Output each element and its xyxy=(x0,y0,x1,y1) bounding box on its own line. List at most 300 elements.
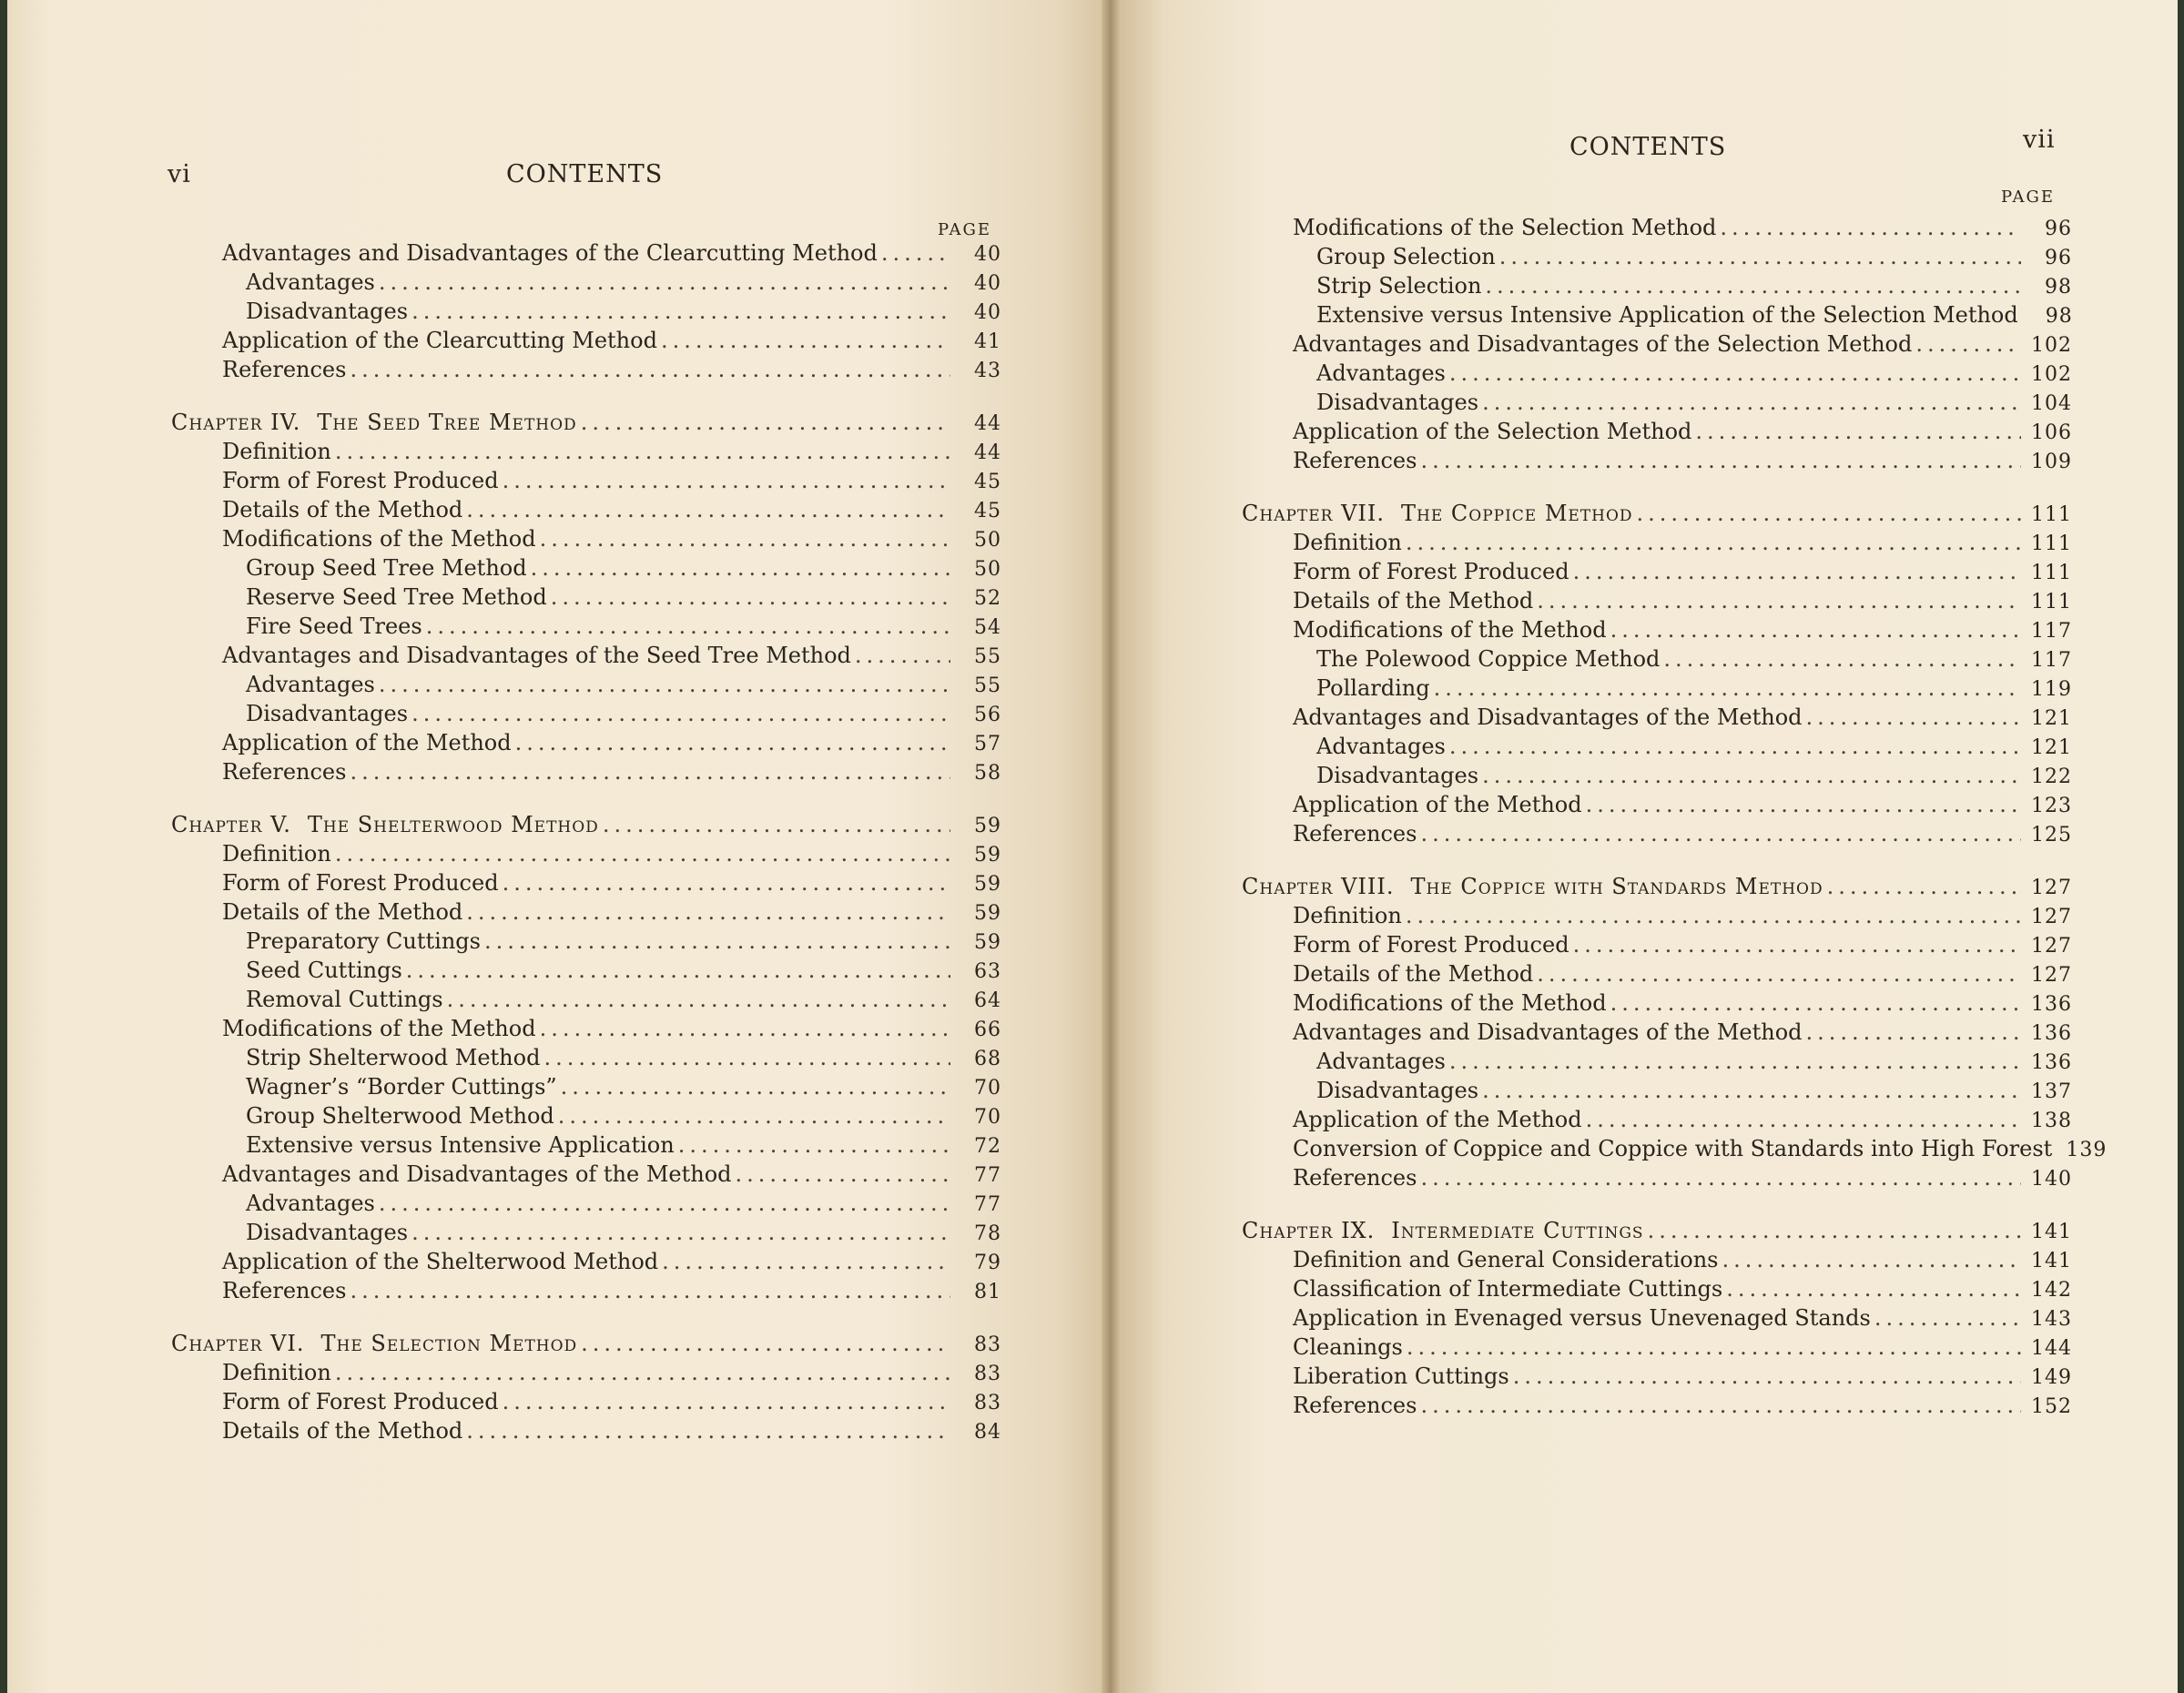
dot-leader xyxy=(558,1103,950,1129)
page-reference: 59 xyxy=(974,931,1001,954)
entry-title: Wagner’s “Border Cuttings” xyxy=(246,1074,557,1100)
entry-title: Form of Forest Produced xyxy=(222,468,499,493)
dot-leader xyxy=(855,643,950,668)
toc-entry xyxy=(171,439,1001,468)
toc-entry xyxy=(1242,419,2072,448)
entry-title: Modifications of the Method xyxy=(222,526,536,552)
entry-title: Reserve Seed Tree Method xyxy=(246,584,547,610)
toc-chapter-entry xyxy=(171,1331,1001,1360)
toc-entry xyxy=(1242,302,2072,331)
page-reference: 149 xyxy=(2031,1366,2072,1389)
dot-leader xyxy=(540,526,950,552)
toc-entry xyxy=(1242,559,2072,588)
page-reference: 40 xyxy=(974,272,1001,295)
page-reference: 84 xyxy=(974,1421,1001,1444)
toc-entry xyxy=(1242,215,2072,244)
entry-title: Definition xyxy=(222,841,331,867)
entry-title: Details of the Method xyxy=(222,1418,463,1444)
toc-entry xyxy=(1242,617,2072,646)
entry-title: References xyxy=(1293,448,1417,473)
entry-title: Advantages xyxy=(1316,1049,1446,1074)
dot-leader xyxy=(503,468,950,493)
toc-entry xyxy=(171,357,1001,386)
entry-title: Modifications of the Method xyxy=(222,1016,536,1041)
entry-title: Strip Selection xyxy=(1316,273,1482,299)
page-reference: 138 xyxy=(2031,1110,2072,1132)
entry-title: Cleanings xyxy=(1293,1334,1403,1360)
page-reference: 102 xyxy=(2031,363,2072,386)
toc-entry xyxy=(1242,990,2072,1019)
dot-leader xyxy=(1513,1364,2021,1389)
page-reference: 98 xyxy=(2045,305,2073,328)
dot-leader xyxy=(1695,419,2021,444)
chapter-heading xyxy=(171,410,577,435)
dot-leader xyxy=(1806,705,2021,730)
page-reference: 68 xyxy=(974,1048,1001,1070)
dot-leader xyxy=(1610,617,2021,643)
entry-title: Definition xyxy=(222,439,331,464)
dot-leader xyxy=(1485,273,2021,299)
dot-leader xyxy=(1449,360,2021,386)
entry-title: Application of the Method xyxy=(1293,1107,1582,1132)
page-number: vii xyxy=(2023,126,2056,154)
toc-entry xyxy=(1242,360,2072,390)
chapter-label: Chapter IX. xyxy=(1242,1218,1376,1243)
dot-leader xyxy=(1586,1107,2021,1132)
toc-entry xyxy=(1242,792,2072,821)
page-reference: 45 xyxy=(974,500,1001,522)
page-reference: 96 xyxy=(2045,247,2072,269)
toc-entry xyxy=(1242,1136,2108,1165)
page-reference: 64 xyxy=(974,989,1001,1012)
page-reference: 127 xyxy=(2031,964,2072,987)
entry-title: Advantages xyxy=(246,1191,375,1216)
dot-leader xyxy=(531,555,950,581)
toc-entry xyxy=(171,240,1001,269)
entry-title: Advantages and Disadvantages of the Selection Method xyxy=(1293,331,1913,357)
dot-leader xyxy=(1449,1049,2021,1074)
dot-leader xyxy=(350,357,950,382)
chapter-spacer xyxy=(1242,850,2072,874)
toc-entry xyxy=(171,526,1001,555)
toc-entry xyxy=(1242,1078,2072,1107)
dot-leader xyxy=(350,759,950,785)
chapter-label: Chapter VIII. xyxy=(1242,874,1395,899)
dot-leader xyxy=(603,812,950,837)
page-reference: 119 xyxy=(2031,678,2072,701)
toc-entry xyxy=(171,1132,1001,1161)
dot-leader xyxy=(1482,390,2021,415)
toc-entry xyxy=(171,870,1001,899)
toc-entry xyxy=(171,672,1001,701)
page-reference: 140 xyxy=(2031,1168,2072,1191)
dot-leader xyxy=(1407,1334,2021,1360)
entry-title: Disadvantages xyxy=(1316,1078,1479,1103)
dot-leader xyxy=(543,1045,950,1070)
dot-leader xyxy=(335,439,950,464)
toc-entry xyxy=(171,759,1001,788)
dot-leader xyxy=(1420,1165,2021,1191)
toc-entry xyxy=(1242,1049,2072,1078)
toc-entry xyxy=(1242,734,2072,763)
toc-entry xyxy=(1242,244,2072,273)
dot-leader xyxy=(1915,331,2021,357)
entry-title: Disadvantages xyxy=(246,701,409,726)
page-reference: 78 xyxy=(974,1222,1001,1245)
toc-entry xyxy=(171,899,1001,928)
entry-title: Details of the Method xyxy=(222,497,463,522)
toc-entry xyxy=(171,958,1001,987)
dot-leader xyxy=(1874,1305,2021,1331)
entry-title: Conversion of Coppice and Coppice with Standards into High Forest xyxy=(1293,1136,2053,1161)
toc-entry xyxy=(171,468,1001,497)
dot-leader xyxy=(1537,588,2021,613)
entry-title: Pollarding xyxy=(1316,675,1430,701)
dot-leader xyxy=(1610,990,2021,1016)
entry-title: Advantages and Disadvantages of the Method xyxy=(222,1161,732,1187)
entry-title: Form of Forest Produced xyxy=(1293,932,1569,958)
dot-leader xyxy=(484,928,950,954)
entry-title: Application of the Selection Method xyxy=(1293,419,1692,444)
toc-entry xyxy=(171,1389,1001,1418)
page-reference: 44 xyxy=(974,441,1001,464)
toc-entry xyxy=(171,1249,1001,1278)
page-reference: 137 xyxy=(2031,1080,2072,1103)
dot-leader xyxy=(447,987,950,1012)
toc-entry xyxy=(171,987,1001,1016)
entry-title: Application of the Method xyxy=(222,730,512,755)
toc-entry xyxy=(171,1191,1001,1220)
toc-entry xyxy=(1242,1247,2072,1276)
page-reference: 117 xyxy=(2031,649,2072,672)
entry-title: Application of the Method xyxy=(1293,792,1582,817)
toc-chapter-entry xyxy=(1242,501,2072,530)
chapter-spacer xyxy=(171,386,1001,410)
page-reference: 57 xyxy=(974,733,1001,755)
dot-leader xyxy=(561,1074,950,1100)
page-reference: 50 xyxy=(974,529,1001,552)
page-reference: 58 xyxy=(974,762,1001,785)
right-page xyxy=(1122,0,2178,1693)
entry-title: Details of the Method xyxy=(1293,961,1534,987)
chapter-label: Chapter VII. xyxy=(1242,501,1386,526)
chapter-title: Intermediate Cuttings xyxy=(1391,1218,1644,1243)
page-reference: 127 xyxy=(2031,877,2072,899)
entry-title: The Polewood Coppice Method xyxy=(1316,646,1661,672)
chapter-heading xyxy=(1242,501,1633,526)
page-reference: 63 xyxy=(974,960,1001,983)
dot-leader xyxy=(406,958,950,983)
dot-leader xyxy=(426,613,950,639)
book-gutter xyxy=(1102,0,1122,1693)
entry-title: Advantages xyxy=(246,672,375,697)
entry-title: Removal Cuttings xyxy=(246,987,443,1012)
dot-leader xyxy=(503,870,950,896)
toc-entry xyxy=(171,299,1001,328)
toc-entry xyxy=(171,1278,1001,1307)
toc-chapter-entry xyxy=(171,410,1001,439)
page-reference: 121 xyxy=(2031,736,2072,759)
page-reference: 83 xyxy=(974,1363,1001,1385)
page-reference: 45 xyxy=(974,471,1001,493)
toc-entry xyxy=(1242,903,2072,932)
dot-leader xyxy=(335,1360,950,1385)
toc-chapter-entry xyxy=(171,812,1001,841)
entry-title: Definition xyxy=(222,1360,331,1385)
page-reference: 72 xyxy=(974,1135,1001,1158)
dot-leader xyxy=(350,1278,950,1303)
entry-title: Fire Seed Trees xyxy=(246,613,422,639)
entry-title: Details of the Method xyxy=(222,899,463,925)
toc-entry xyxy=(171,730,1001,759)
page-reference: 77 xyxy=(974,1164,1001,1187)
running-head: CONTENTS xyxy=(506,160,664,188)
dot-leader xyxy=(1827,874,2021,899)
toc-entry xyxy=(1242,646,2072,675)
dot-leader xyxy=(662,1249,950,1274)
dot-leader xyxy=(1406,530,2021,555)
dot-leader xyxy=(503,1389,950,1414)
page-reference: 109 xyxy=(2031,451,2072,473)
dot-leader xyxy=(1499,244,2021,269)
dot-leader xyxy=(551,584,950,610)
entry-title: Form of Forest Produced xyxy=(1293,559,1569,584)
page-number: vi xyxy=(168,160,191,188)
dot-leader xyxy=(1586,792,2021,817)
dot-leader xyxy=(1720,215,2021,240)
page-reference: 55 xyxy=(974,674,1001,697)
chapter-heading xyxy=(1242,874,1823,899)
page-reference: 40 xyxy=(974,301,1001,324)
dot-leader xyxy=(335,841,950,867)
dot-leader xyxy=(678,1132,950,1158)
toc-entry xyxy=(171,613,1001,643)
page-reference: 77 xyxy=(974,1193,1001,1216)
entry-title: Advantages and Disadvantages of the Method xyxy=(1293,1019,1803,1045)
toc-entry xyxy=(171,555,1001,584)
entry-title: References xyxy=(1293,1165,1417,1191)
page-reference: 70 xyxy=(974,1106,1001,1129)
chapter-label: Chapter IV. xyxy=(171,410,301,435)
page-reference: 66 xyxy=(974,1019,1001,1041)
dot-leader xyxy=(1420,448,2021,473)
toc-entry xyxy=(1242,1276,2072,1305)
chapter-heading xyxy=(171,1331,577,1356)
page-reference: 98 xyxy=(2045,276,2072,299)
dot-leader xyxy=(1420,1393,2021,1418)
page-reference: 59 xyxy=(974,844,1001,867)
toc-entry xyxy=(171,701,1001,730)
page-reference: 59 xyxy=(974,902,1001,925)
entry-title: Preparatory Cuttings xyxy=(246,928,481,954)
left-page xyxy=(7,0,1102,1693)
toc-entry xyxy=(1242,588,2072,617)
page-reference: 144 xyxy=(2031,1337,2072,1360)
toc-chapter-entry xyxy=(1242,1218,2072,1247)
page-reference: 143 xyxy=(2031,1308,2072,1331)
page-reference: 111 xyxy=(2031,532,2072,555)
page-reference: 136 xyxy=(2031,993,2072,1016)
chapter-title: The Coppice Method xyxy=(1401,501,1633,526)
contents-list xyxy=(171,240,1001,1447)
entry-title: Disadvantages xyxy=(1316,763,1479,788)
page-reference: 125 xyxy=(2031,824,2072,846)
toc-entry xyxy=(1242,1364,2072,1393)
toc-entry xyxy=(1242,932,2072,961)
entry-title: Advantages xyxy=(246,269,375,295)
entry-title: References xyxy=(1293,821,1417,846)
dot-leader xyxy=(1449,734,2021,759)
chapter-spacer xyxy=(1242,1194,2072,1218)
toc-entry xyxy=(171,1045,1001,1074)
toc-entry xyxy=(171,328,1001,357)
toc-entry xyxy=(1242,1334,2072,1364)
dot-leader xyxy=(1434,675,2021,701)
dot-leader xyxy=(1648,1218,2021,1243)
entry-title: Form of Forest Produced xyxy=(222,1389,499,1414)
dot-leader xyxy=(379,269,950,295)
toc-entry xyxy=(1242,961,2072,990)
dot-leader xyxy=(1722,1247,2021,1272)
page-reference: 121 xyxy=(2031,707,2072,730)
page-reference: 136 xyxy=(2031,1022,2072,1045)
page-column-label: PAGE xyxy=(2001,188,2055,207)
dot-leader xyxy=(661,328,950,353)
entry-title: Definition xyxy=(1293,903,1402,928)
page-reference: 127 xyxy=(2031,906,2072,928)
page-reference: 127 xyxy=(2031,935,2072,958)
dot-leader xyxy=(411,701,950,726)
page-reference: 59 xyxy=(974,815,1001,837)
entry-title: Application of the Shelterwood Method xyxy=(222,1249,659,1274)
entry-title: References xyxy=(1293,1393,1417,1418)
chapter-heading xyxy=(171,812,599,837)
page-reference: 123 xyxy=(2031,795,2072,817)
toc-entry xyxy=(1242,331,2072,360)
toc-entry xyxy=(1242,1165,2072,1194)
entry-title: Advantages and Disadvantages of the Seed Tree Method xyxy=(222,643,851,668)
page-reference: 70 xyxy=(974,1077,1001,1100)
page-reference: 50 xyxy=(974,558,1001,581)
page-reference: 152 xyxy=(2031,1395,2072,1418)
entry-title: Form of Forest Produced xyxy=(222,870,499,896)
entry-title: Strip Shelterwood Method xyxy=(246,1045,541,1070)
page-reference: 111 xyxy=(2031,503,2072,526)
entry-title: References xyxy=(222,357,347,382)
page-reference: 122 xyxy=(2031,765,2072,788)
chapter-label: Chapter V. xyxy=(171,812,291,837)
toc-entry xyxy=(1242,448,2072,477)
dot-leader xyxy=(1573,559,2021,584)
running-head: CONTENTS xyxy=(1569,133,1727,161)
dot-leader xyxy=(581,1331,950,1356)
entry-title: Group Selection xyxy=(1316,244,1496,269)
dot-leader xyxy=(1726,1276,2021,1302)
page-reference: 102 xyxy=(2031,334,2072,357)
page-reference: 117 xyxy=(2031,620,2072,643)
entry-title: References xyxy=(222,759,347,785)
entry-title: Group Shelterwood Method xyxy=(246,1103,554,1129)
entry-title: Advantages and Disadvantages of the Method xyxy=(1293,705,1803,730)
page-column-label: PAGE xyxy=(938,220,991,239)
entry-title: Definition xyxy=(1293,530,1402,555)
dot-leader xyxy=(379,1191,950,1216)
toc-entry xyxy=(171,1016,1001,1045)
toc-entry xyxy=(171,1220,1001,1249)
toc-entry xyxy=(1242,675,2072,705)
toc-entry xyxy=(171,643,1001,672)
toc-entry xyxy=(1242,273,2072,302)
page-reference: 111 xyxy=(2031,591,2072,613)
chapter-spacer xyxy=(171,788,1001,812)
page-reference: 111 xyxy=(2031,562,2072,584)
entry-title: Disadvantages xyxy=(1316,390,1479,415)
toc-entry xyxy=(171,1103,1001,1132)
dot-leader xyxy=(1663,646,2021,672)
entry-title: Advantages xyxy=(1316,360,1446,386)
dot-leader xyxy=(1482,763,2021,788)
entry-title: Disadvantages xyxy=(246,1220,409,1245)
chapter-spacer xyxy=(1242,477,2072,501)
page-reference: 96 xyxy=(2045,218,2072,240)
chapter-title: The Seed Tree Method xyxy=(317,410,577,435)
dot-leader xyxy=(1573,932,2021,958)
entry-title: Extensive versus Intensive Application of the Selection Method xyxy=(1316,302,2018,328)
chapter-title: The Shelterwood Method xyxy=(307,812,599,837)
chapter-label: Chapter VI. xyxy=(171,1331,305,1356)
toc-entry xyxy=(1242,821,2072,850)
toc-entry xyxy=(171,928,1001,958)
entry-title: Liberation Cuttings xyxy=(1293,1364,1509,1389)
entry-title: Details of the Method xyxy=(1293,588,1534,613)
dot-leader xyxy=(1637,501,2021,526)
contents-list xyxy=(1242,215,2108,1422)
toc-chapter-entry xyxy=(1242,874,2072,903)
page-reference: 139 xyxy=(2066,1139,2108,1161)
dot-leader xyxy=(411,299,950,324)
page-reference: 83 xyxy=(974,1333,1001,1356)
toc-entry xyxy=(1242,530,2072,559)
page-reference: 142 xyxy=(2031,1279,2072,1302)
toc-entry xyxy=(1242,1019,2072,1049)
dot-leader xyxy=(515,730,950,755)
page-reference: 44 xyxy=(974,412,1001,435)
toc-entry xyxy=(171,1074,1001,1103)
entry-title: Modifications of the Method xyxy=(1293,990,1607,1016)
page-reference: 79 xyxy=(974,1252,1001,1274)
chapter-title: The Selection Method xyxy=(320,1331,578,1356)
toc-entry xyxy=(171,1161,1001,1191)
toc-entry xyxy=(171,1360,1001,1389)
chapter-heading xyxy=(1242,1218,1644,1243)
entry-title: References xyxy=(222,1278,347,1303)
toc-entry xyxy=(1242,1305,2072,1334)
page-reference: 52 xyxy=(974,587,1001,610)
toc-entry xyxy=(1242,390,2072,419)
dot-leader xyxy=(1482,1078,2021,1103)
toc-entry xyxy=(171,269,1001,299)
toc-entry xyxy=(1242,763,2072,792)
dot-leader xyxy=(466,497,950,522)
dot-leader xyxy=(411,1220,950,1245)
page-reference: 54 xyxy=(974,616,1001,639)
dot-leader xyxy=(881,240,950,266)
dot-leader xyxy=(1420,821,2021,846)
chapter-spacer xyxy=(171,1307,1001,1331)
entry-title: Classification of Intermediate Cuttings xyxy=(1293,1276,1723,1302)
page-reference: 104 xyxy=(2031,392,2072,415)
page-reference: 81 xyxy=(974,1281,1001,1303)
